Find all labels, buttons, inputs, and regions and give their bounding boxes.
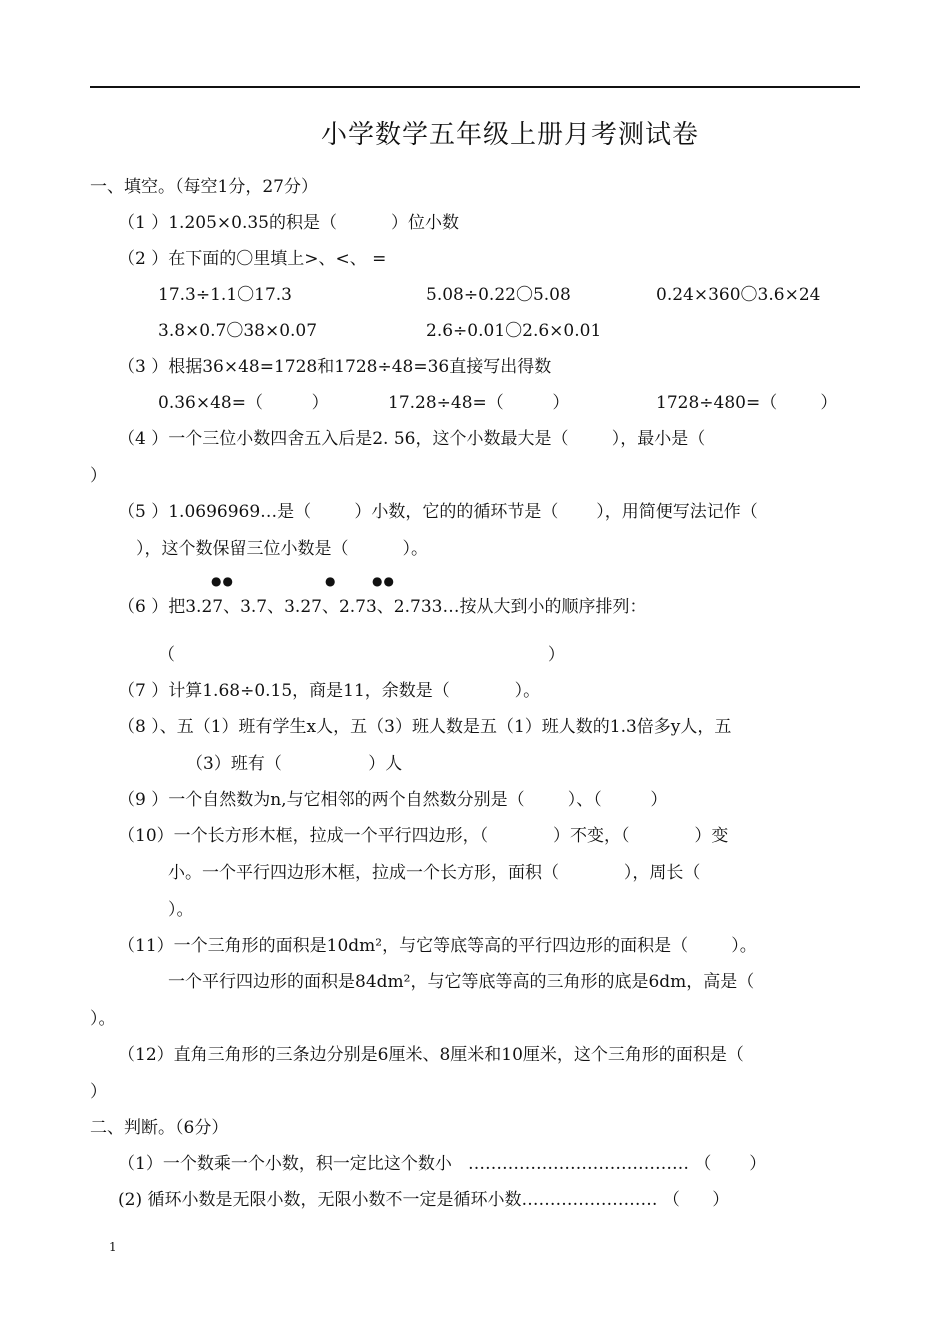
question-3-item-c: 1728÷480=（ ） (656, 393, 838, 413)
question-3-item-a: 0.36×48=（ ） (158, 393, 329, 413)
question-2-item-c: 0.24×360〇3.6×24 (656, 285, 821, 305)
judgment-2: (2) 循环小数是无限小数，无限小数不一定是循环小数…………………… （ ） (118, 1190, 730, 1210)
question-6: （6 ）把3.27、3.7、3.27、2.73、2.733…按从大到小的顺序排列： (118, 597, 647, 617)
question-12-continuation: ） (90, 1082, 107, 1102)
question-10: （10）一个长方形木框，拉成一个平行四边形，（ ）不变，（ ）变 (118, 826, 729, 846)
question-2-item-d: 3.8×0.7〇38×0.07 (158, 321, 318, 341)
question-4-continuation: ） (90, 466, 107, 486)
recurring-dots-3: ●● (372, 574, 395, 588)
question-10-continuation-2: ）。 (168, 900, 194, 920)
question-2-item-a: 17.3÷1.1〇17.3 (158, 285, 292, 305)
question-7: （7 ）计算1.68÷0.15，商是11，余数是（ ）。 (118, 681, 541, 701)
question-10-continuation-1: 小。一个平行四边形木框，拉成一个长方形，面积（ ），周长（ (168, 863, 701, 883)
question-3-item-b: 17.28÷48=（ ） (388, 393, 570, 413)
question-1: （1 ）1.205×0.35的积是（ ）位小数 (118, 213, 460, 233)
question-5-continuation: ），这个数保留三位小数是（ ）。 (136, 539, 429, 559)
page-title: 小学数学五年级上册月考测试卷 (320, 120, 699, 150)
question-11: （11）一个三角形的面积是10dm²，与它等底等高的平行四边形的面积是（ ）。 (118, 936, 757, 956)
recurring-dots-2: ● (325, 574, 337, 588)
question-2-item-b: 5.08÷0.22〇5.08 (426, 285, 571, 305)
question-3: （3 ）根据36×48=1728和1728÷48=36直接写出得数 (118, 357, 552, 377)
question-12: （12）直角三角形的三条边分别是6厘米、8厘米和10厘米，这个三角形的面积是（ (118, 1045, 744, 1065)
recurring-dots-1: ●● (211, 574, 234, 588)
page-number: 1 (109, 1240, 117, 1254)
section-heading-fill-blank: 一、填空。（每空1分，27分） (90, 177, 318, 197)
question-5: （5 ）1.0696969…是（ ）小数，它的的循环节是（ ），用简便写法记作（ (118, 502, 758, 522)
question-9: （9 ）一个自然数为n,与它相邻的两个自然数分别是（ ）、（ ） (118, 790, 668, 810)
question-11-continuation-1: 一个平行四边形的面积是84dm²，与它等底等高的三角形的底是6dm，高是（ (168, 972, 755, 992)
question-11-continuation-2: ）。 (90, 1009, 116, 1029)
question-6-answer-blank: （ ） (158, 645, 565, 665)
question-8-continuation: （3）班有（ ）人 (186, 754, 403, 774)
top-rule (90, 86, 860, 88)
question-8: （8 ）、五（1）班有学生x人，五（3）班人数是五（1）班人数的1.3倍多y人，五 (118, 717, 732, 737)
question-2-item-e: 2.6÷0.01〇2.6×0.01 (426, 321, 602, 341)
question-4: （4 ）一个三位小数四舍五入后是2. 56，这个小数最大是（ ），最小是（ (118, 429, 706, 449)
question-2: （2 ）在下面的〇里填上>、<、 = (118, 249, 387, 269)
judgment-1: （1）一个数乘一个小数，积一定比这个数小 ………………………………… （ ） (118, 1154, 767, 1174)
section-heading-true-false: 二、判断。（6分） (90, 1118, 229, 1138)
